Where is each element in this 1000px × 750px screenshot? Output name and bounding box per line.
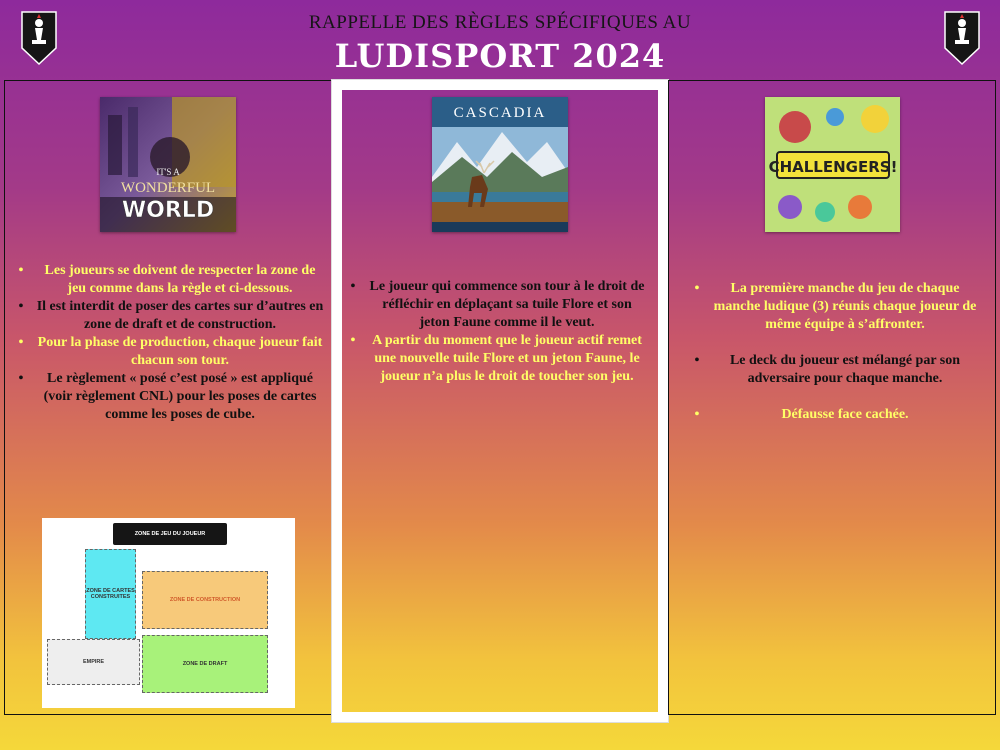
bullet-icon: • bbox=[350, 333, 356, 348]
bullet-icon: • bbox=[18, 263, 24, 278]
bullet-icon: • bbox=[694, 353, 700, 368]
rules-list-challengers bbox=[690, 280, 980, 424]
rules-list-wonderful-world bbox=[14, 262, 326, 424]
rule-item: • Pour la phase de production, chaque joueur fait chacun son tour. bbox=[14, 334, 326, 370]
bullet-icon: • bbox=[18, 299, 24, 314]
rules-list-cascadia bbox=[346, 278, 648, 386]
box-title-line2: WONDERFUL bbox=[120, 180, 216, 196]
zone-joueur: ZONE DE JEU DU JOUEUR bbox=[113, 523, 227, 545]
bullet-icon: • bbox=[350, 279, 356, 294]
rule-item: • Les joueurs se doivent de respecter la zone de jeu comme dans la règle et ci-dessous. bbox=[14, 262, 326, 298]
zone-empire: EMPIRE bbox=[47, 639, 140, 685]
challengers-box-art bbox=[765, 97, 900, 232]
play-zone-diagram bbox=[42, 518, 295, 708]
rule-item: • Le deck du joueur est mélangé par son adversaire pour chaque manche. bbox=[690, 352, 980, 388]
box-title: CHALLENGERS! bbox=[768, 158, 898, 176]
bullet-icon: • bbox=[18, 335, 24, 350]
cascadia-box-art bbox=[432, 97, 568, 232]
rule-item: • Défausse face cachée. bbox=[690, 406, 980, 424]
zone-construction: ZONE DE CONSTRUCTION bbox=[142, 571, 268, 629]
page-subtitle: RAPPELLE DES RÈGLES SPÉCIFIQUES AU bbox=[308, 12, 692, 33]
wonderful-world-box-art bbox=[100, 97, 236, 232]
box-title-line3: WORLD bbox=[121, 198, 215, 223]
page-title: LUDISPORT 2024 bbox=[334, 37, 666, 75]
box-title: CASCADIA bbox=[453, 105, 547, 121]
bullet-icon: • bbox=[694, 281, 700, 296]
bullet-icon: • bbox=[18, 371, 24, 386]
rule-item: • Le règlement « posé c’est posé » est appliqué (voir règlement CNL) pour les poses de cartes comme les poses de cube. bbox=[14, 370, 326, 424]
box-title-line1: IT'S A bbox=[156, 167, 180, 177]
rule-item: • A partir du moment que le joueur actif remet une nouvelle tuile Flore et un jeton Faune, le joueur n’a plus le droit de toucher son jeu. bbox=[346, 332, 648, 386]
zone-draft: ZONE DE DRAFT bbox=[142, 635, 268, 693]
rule-item: • La première manche du jeu de chaque manche ludique (3) réunis chaque joueur de même équipe à s’affronter. bbox=[690, 280, 980, 334]
rule-item: • Le joueur qui commence son tour à le droit de réfléchir en déplaçant sa tuile Flore et son jeton Faune comme il le veut. bbox=[346, 278, 648, 332]
rule-item: • Il est interdit de poser des cartes sur d’autres en zone de draft et de construction. bbox=[14, 298, 326, 334]
bullet-icon: • bbox=[694, 407, 700, 422]
zone-cartes-construites: ZONE DE CARTES CONSTRUITES bbox=[85, 549, 136, 639]
